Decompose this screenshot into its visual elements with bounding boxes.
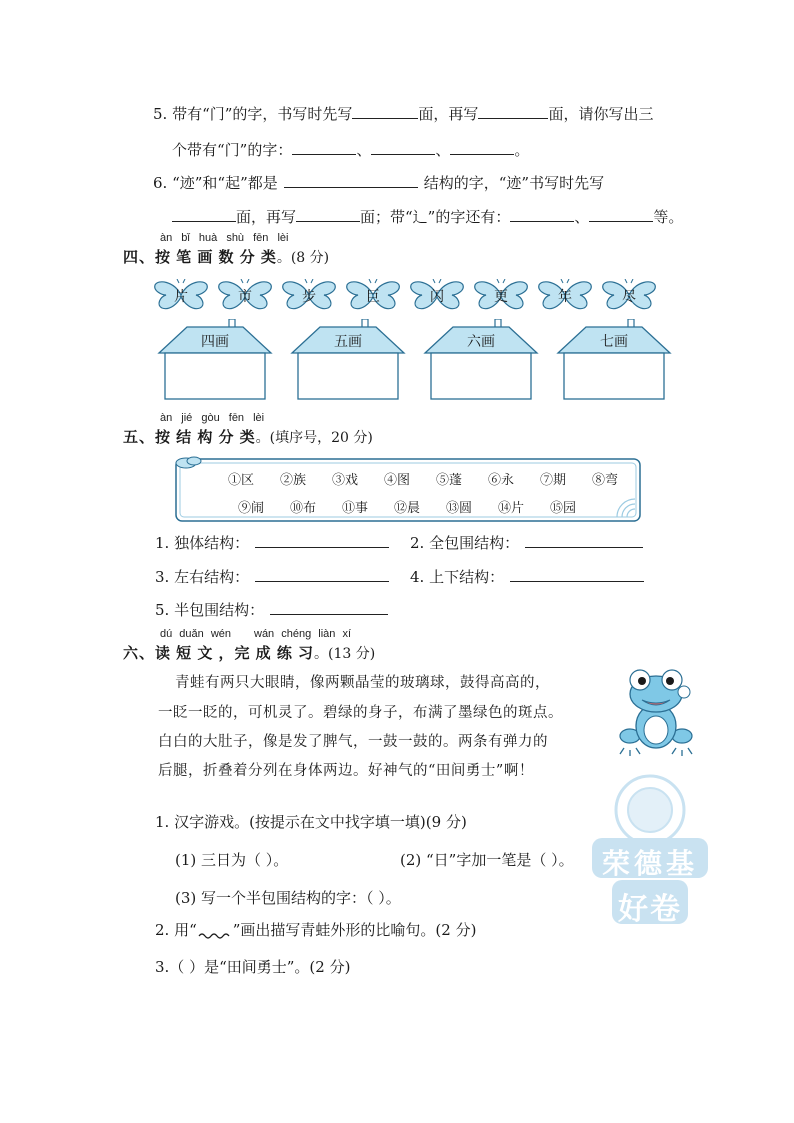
q6-blank-5[interactable] xyxy=(589,207,653,222)
q6-blank-3[interactable] xyxy=(296,207,360,222)
cloud-icon xyxy=(176,457,201,468)
s5-q5-label: 5. 半包围结构： xyxy=(155,601,265,619)
section6-pinyin-1: dú duǎn wén xyxy=(160,628,231,640)
q5-line2 xyxy=(172,139,529,160)
butterfly-char: 更 xyxy=(494,289,508,305)
s5-q1-blank[interactable] xyxy=(255,533,389,548)
s6-q1-1[interactable]: (1) 三日为（ ）。 xyxy=(175,851,289,869)
s5-q2-blank[interactable] xyxy=(525,533,643,548)
q5-blank-2[interactable] xyxy=(478,104,548,119)
butterfly-card[interactable] xyxy=(216,279,274,311)
s5-q2 xyxy=(410,532,643,553)
section4-score: 。(8 分) xyxy=(276,250,330,266)
section5-title: 五、按 结 构 分 类 xyxy=(123,429,256,446)
s6-q1-2[interactable]: (2) “日”字加一笔是（ ）。 xyxy=(400,851,574,869)
s5-q4 xyxy=(410,566,644,587)
s6-q1: 1. 汉字游戏。(按提示在文中找字填一填)(9 分) xyxy=(155,813,467,831)
butterfly-char: 片 xyxy=(174,289,188,305)
section4-title: 四、按 笔 画 数 分 类 xyxy=(123,249,277,266)
period: 。 xyxy=(514,141,530,159)
q6-blank-2[interactable] xyxy=(172,207,236,222)
q5-text-a: 5. 带有“门”的字，书写时先写 xyxy=(153,105,353,123)
q6-blank-4[interactable] xyxy=(510,207,574,222)
house-label: 七画 xyxy=(600,334,628,350)
butterfly-card[interactable] xyxy=(344,279,402,311)
q5-blank-3[interactable] xyxy=(292,140,356,155)
character-item: ⑪事 xyxy=(342,501,369,516)
butterfly-char: 步 xyxy=(302,289,316,305)
s5-q4-blank[interactable] xyxy=(510,567,644,582)
passage-line-2: 一眨一眨的，可机灵了。碧绿的身子，布满了墨绿色的斑点。 xyxy=(158,705,563,721)
watermark-seal xyxy=(580,770,720,930)
house-label: 四画 xyxy=(201,334,229,350)
butterfly-card[interactable] xyxy=(280,279,338,311)
butterfly-card[interactable] xyxy=(536,279,594,311)
q6-line1 xyxy=(153,172,604,193)
section5-heading xyxy=(123,426,373,447)
s6-q2-text-b: ”画出描写青蛙外形的比喻句。(2 分) xyxy=(232,921,477,939)
butterfly-card[interactable] xyxy=(472,279,530,311)
character-item: ⑦期 xyxy=(540,473,567,488)
s5-q5 xyxy=(155,599,388,620)
q5-blank-1[interactable] xyxy=(352,104,418,119)
house-label: 六画 xyxy=(467,334,495,350)
s6-q2-text-a: 2. 用“ xyxy=(155,921,197,939)
arc-decoration-icon xyxy=(617,499,635,517)
watermark-line-1: 荣德基 xyxy=(601,847,698,880)
character-item: ⑤蓬 xyxy=(436,473,463,488)
house-box[interactable] xyxy=(423,319,539,401)
character-item: ⑫晨 xyxy=(394,501,421,516)
character-item: ⑩布 xyxy=(290,501,317,516)
butterfly-char: 尽 xyxy=(622,289,636,305)
character-item: ⑬圆 xyxy=(446,501,473,516)
passage-line-1: 青蛙有两只大眼睛，像两颗晶莹的玻璃球，鼓得高高的， xyxy=(175,675,550,691)
q6-text-b: 结构的字，“迹”书写时先写 xyxy=(423,174,605,192)
sep: 、 xyxy=(435,141,451,159)
butterfly-card[interactable] xyxy=(152,279,210,311)
sep: 、 xyxy=(356,141,372,159)
s6-q1-3[interactable]: (3) 写一个半包围结构的字：（ ）。 xyxy=(175,889,401,907)
butterfly-card[interactable] xyxy=(408,279,466,311)
butterfly-char: 年 xyxy=(558,289,572,305)
watermark-line-2: 好卷 xyxy=(618,892,682,927)
s5-q1-label: 1. 独体结构： xyxy=(155,534,250,552)
butterfly-char: 市 xyxy=(238,289,252,305)
q5-text-b: 面，再写 xyxy=(418,105,479,123)
butterfly-card[interactable] xyxy=(600,279,658,311)
section6-heading xyxy=(123,642,375,663)
q6-text-c: 面，再写 xyxy=(236,208,297,226)
section5-score: 。(填序号，20 分) xyxy=(255,430,373,446)
house-box[interactable] xyxy=(290,319,406,401)
s5-q1 xyxy=(155,532,389,553)
s5-q4-label: 4. 上下结构： xyxy=(410,568,505,586)
section6-title: 六、读 短 文 ，完 成 练 习 xyxy=(123,645,315,662)
s6-q2 xyxy=(155,919,476,940)
section5-pinyin: àn jié gòu fēn lèi xyxy=(160,412,265,424)
section4-heading xyxy=(123,246,329,267)
section6-score: 。(13 分) xyxy=(314,646,376,662)
wavy-underline-icon xyxy=(197,923,233,939)
s5-q3-label: 3. 左右结构： xyxy=(155,568,250,586)
q6-line2 xyxy=(172,206,683,227)
butterfly-char: 闪 xyxy=(430,289,444,305)
q6-blank-1[interactable] xyxy=(284,173,418,188)
sep: 、 xyxy=(574,208,590,226)
character-item: ①区 xyxy=(228,473,255,488)
house-box[interactable] xyxy=(157,319,273,401)
butterfly-char: 巨 xyxy=(366,289,380,305)
character-item: ②族 xyxy=(280,473,307,488)
q6-text-d: 面；带“辶”的字还有： xyxy=(360,208,511,226)
s5-q3-blank[interactable] xyxy=(255,567,389,582)
q5-blank-5[interactable] xyxy=(450,140,514,155)
q6-text-a: 6. “迹”和“起”都是 xyxy=(153,174,278,192)
character-item: ⑥永 xyxy=(488,473,515,488)
character-item: ⑧弯 xyxy=(592,473,619,488)
character-item: ④图 xyxy=(384,473,411,488)
house-box[interactable] xyxy=(556,319,672,401)
s5-q2-label: 2. 全包围结构： xyxy=(410,534,520,552)
character-item: ⑭片 xyxy=(498,501,525,516)
q6-text-e: 等。 xyxy=(653,208,684,226)
s6-q3[interactable]: 3.（ ）是“田间勇士”。(2 分) xyxy=(155,958,351,976)
character-item: ⑮园 xyxy=(550,501,577,516)
character-item: ⑨闹 xyxy=(238,501,265,516)
q5-blank-4[interactable] xyxy=(371,140,435,155)
q5-text-d: 个带有“门”的字： xyxy=(172,141,293,159)
s5-q5-blank[interactable] xyxy=(270,600,388,615)
frog-icon xyxy=(618,664,694,756)
passage-line-3: 白白的大肚子，像是发了脾气，一鼓一鼓的。两条有弹力的 xyxy=(158,734,548,750)
section4-pinyin: àn bǐ huà shù fēn lèi xyxy=(160,232,289,244)
character-item: ③戏 xyxy=(332,473,359,488)
passage-line-4: 后腿，折叠着分列在身体两边。好神气的“田间勇士”啊！ xyxy=(158,763,534,779)
q5-text-c: 面，请你写出三 xyxy=(548,105,654,123)
s5-q3 xyxy=(155,566,389,587)
frog-illustration xyxy=(618,664,694,756)
section6-pinyin-2: wán chéng liàn xí xyxy=(254,628,351,640)
house-label: 五画 xyxy=(334,334,362,350)
q5-line1 xyxy=(153,103,653,124)
